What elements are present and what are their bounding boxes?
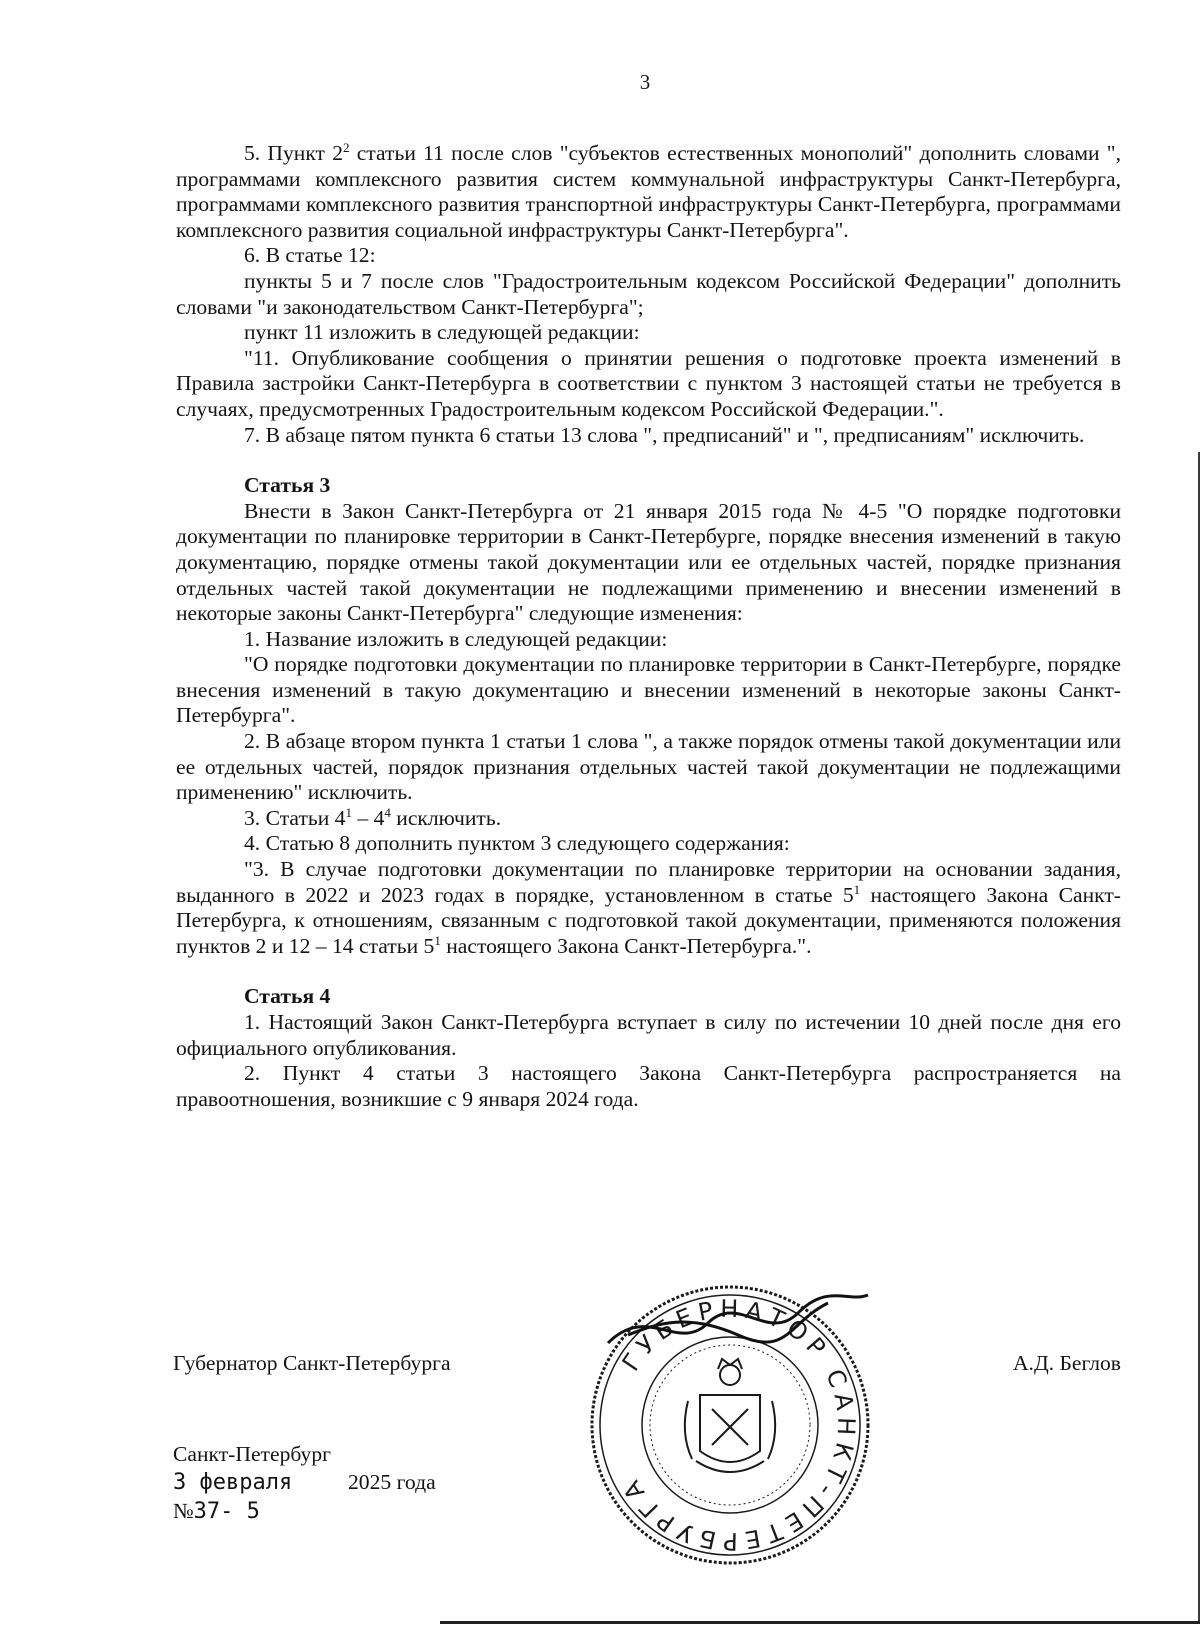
city: Санкт-Петербург (173, 1442, 331, 1466)
seal-text: ГУБЕРНАТОР САНКТ-ПЕТЕРБУРГА (614, 1294, 861, 1556)
article-3-item-4: 4. Статью 8 дополнить пунктом 3 следующего содержания: (244, 831, 790, 856)
number-value: 37- 5 (193, 1499, 260, 1524)
paragraph-item-5 (176, 141, 1121, 243)
article-3-item-4-quote (176, 857, 1121, 959)
article-3-item-1: 1. Название изложить в следующей редакции: (244, 626, 668, 651)
paragraph-item-6a: пункты 5 и 7 после слов "Градостроительным кодексом Российской Федерации" дополнить словами "и законодательством Санкт-Петербурга"; (176, 268, 1121, 319)
article-3-item-3 (176, 806, 1121, 832)
signing-date (173, 1468, 436, 1497)
paragraph-text: настоящего Закона Санкт-Петербурга.". (440, 933, 812, 958)
article-3-heading: Статья 3 (244, 473, 331, 498)
signatory-title: Губернатор Санкт-Петербурга (173, 1351, 451, 1375)
signatory-name: А.Д. Беглов (1012, 1351, 1121, 1375)
number-sign: № (173, 1499, 194, 1523)
paragraph-text: – 4 (351, 805, 385, 830)
superscript: 4 (384, 804, 391, 820)
paragraph-text: 5. Пункт 2 (244, 141, 344, 165)
article-3-item-1-quote: "О порядке подготовки документации по планировке территории в Санкт-Петербурге, порядке внесения изменений в такую документацию и внесении изменений в некоторые законы Санкт-Петербурга". (176, 652, 1121, 728)
article-3-intro: Внести в Закон Санкт-Петербурга от 21 января 2015 года № 4-5 "О порядке подготовки документации по планировке территории в Санкт-Петербурге, порядке внесения изменений в такую документацию, порядке отмены такой документации или ее отдельных частей, порядке признания отдельных частей такой документации не подлежащими применению и внесении изменений в некоторые законы Санкт-Петербурга" следующие изменения: (176, 498, 1121, 626)
date-year: 2025 года (348, 1470, 436, 1494)
paragraph-item-6: 6. В статье 12: (244, 243, 376, 268)
paragraph-item-6b: пункт 11 изложить в следующей редакции: (244, 320, 640, 345)
paragraph-text: статьи 11 после слов "субъектов естественных монополий" дополнить словами ", программами комплексного развития систем коммунальной инфраструктуры Санкт-Петербурга, программами комплексного развития транспортной инфраструктуры Санкт-Петербурга, программами комплексного развития социальной инфраструктуры Санкт-Петербурга". (176, 141, 1121, 242)
paragraph-item-6c: "11. Опубликование сообщения о принятии решения о подготовке проекта изменений в Правила застройки Санкт-Петербурга в соответствии с пунктом 3 настоящей статьи не требуется в случаях, предусмотренных Градостроительным кодексом Российской Федерации.". (176, 345, 1121, 421)
article-4-item-1: 1. Настоящий Закон Санкт-Петербурга вступает в силу по истечении 10 дней после дня его официального опубликования. (176, 1010, 1121, 1060)
article-4-heading: Статья 4 (244, 984, 331, 1009)
date-day: 3 февраля (173, 1470, 293, 1495)
official-seal-icon (588, 1283, 872, 1567)
paragraph-text: "3. В случае подготовки документации по планировке территории на основании задания, выданного в 2022 и 2023 годах в порядке, установленном в статье 5 (176, 857, 1121, 907)
law-number (173, 1497, 436, 1526)
paragraph-text: настоящего Закона Санкт-Петербурга, к отношениям, связанным с подготовкой такой документации, применяются положения пунктов 2 и 12 – 14 статьи 5 (176, 882, 1121, 958)
place-date-block (173, 1440, 436, 1526)
article-4-item-2: 2. Пункт 4 статьи 3 настоящего Закона Санкт-Петербурга распространяется на правоотношения, возникшие с 9 января 2024 года. (176, 1061, 1121, 1111)
coat-of-arms-icon (685, 1359, 775, 1472)
scan-bottom-line (440, 1621, 1200, 1624)
superscript: 1 (345, 804, 352, 820)
superscript: 1 (853, 881, 861, 897)
paragraph-text: исключить. (390, 805, 502, 830)
article-3-item-2: 2. В абзаце втором пункта 1 статьи 1 слова ", а также порядок отмены такой документации или ее отдельных частей, порядок признания отдельных частей такой документации не подлежащими применению" исключить. (176, 729, 1121, 805)
superscript: 1 (434, 932, 441, 948)
page-number: 3 (639, 70, 651, 94)
paragraph-text: 3. Статьи 4 (244, 805, 346, 830)
superscript: 2 (343, 139, 350, 155)
paragraph-item-7: 7. В абзаце пятом пункта 6 статьи 13 слова ", предписаний" и ", предписаниям" исключить. (244, 422, 1085, 447)
document-body (176, 141, 1121, 1112)
